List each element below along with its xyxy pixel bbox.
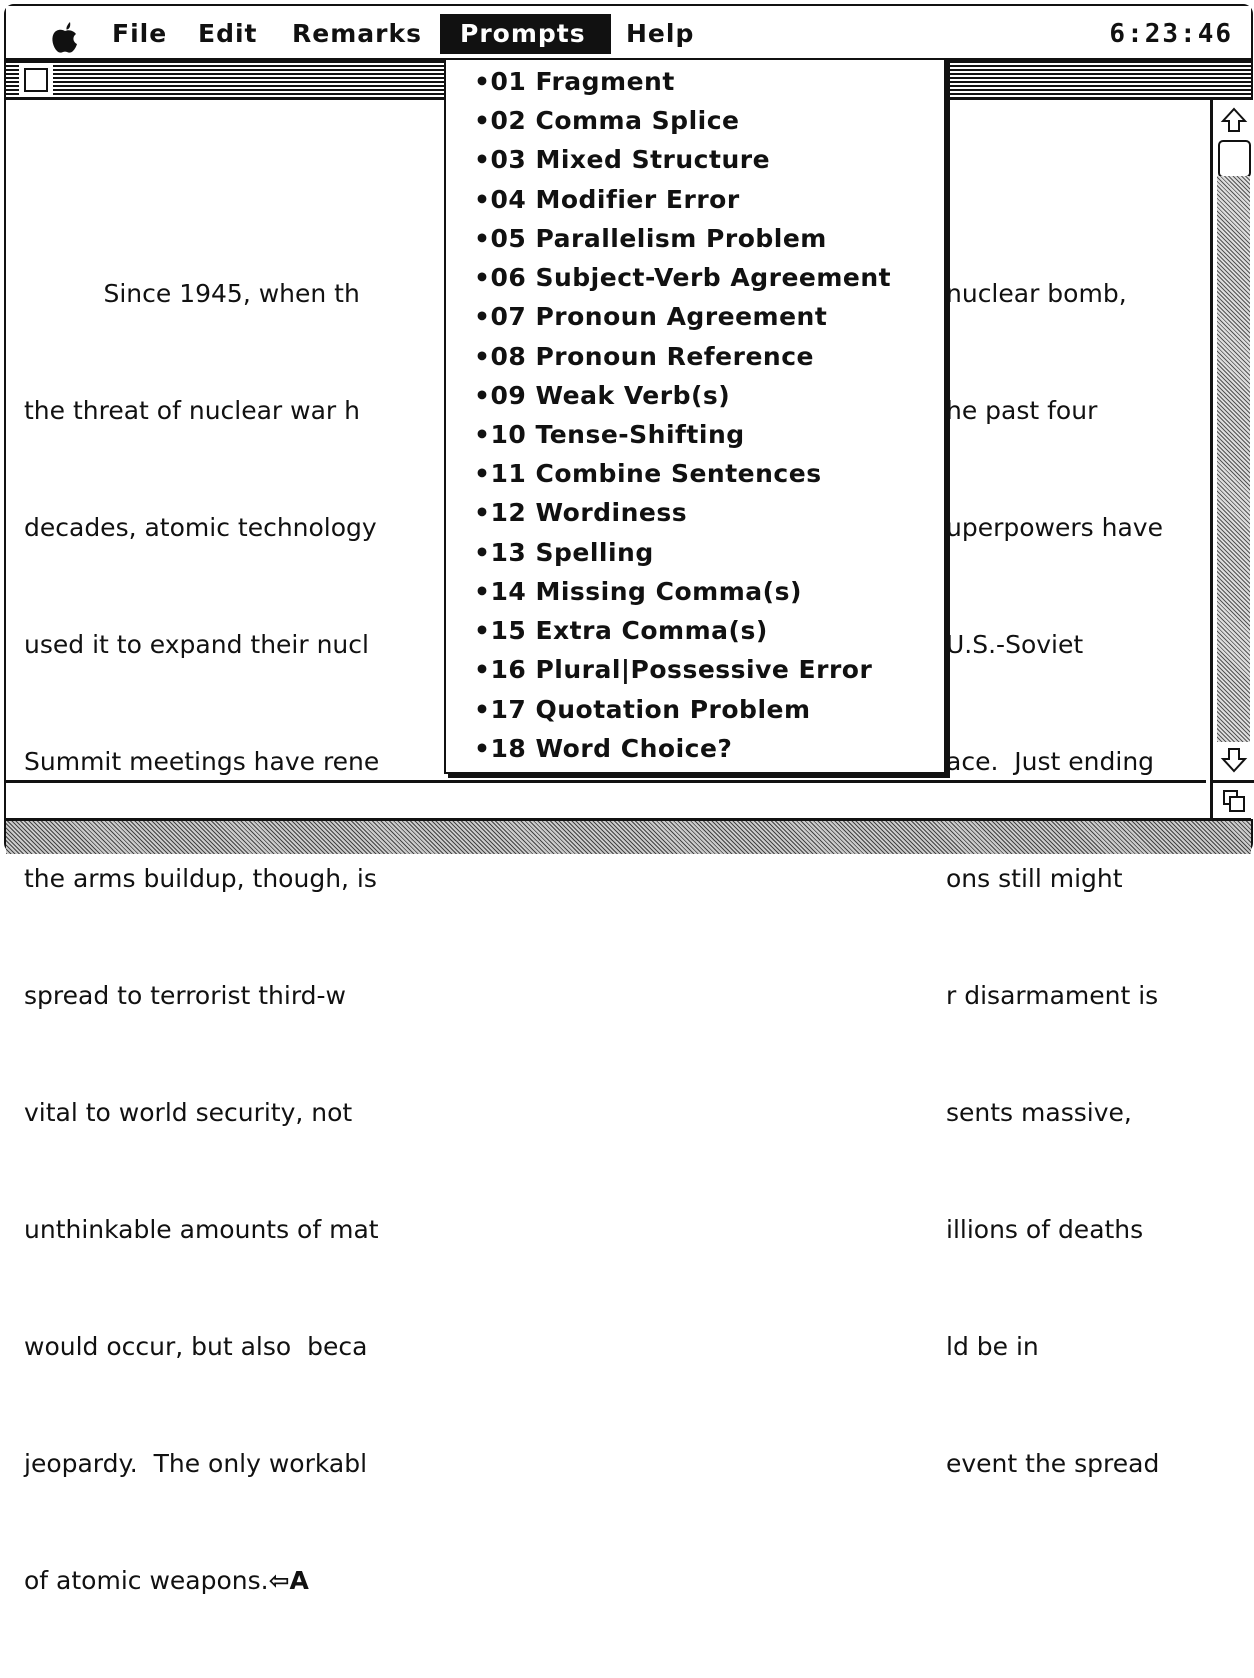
paragraph-end-mark: ⇦A: [268, 1566, 309, 1595]
prompt-item-03[interactable]: •03 Mixed Structure: [474, 145, 771, 174]
text-line: decades, atomic technology: [24, 513, 377, 542]
prompt-item-09[interactable]: •09 Weak Verb(s): [474, 381, 731, 410]
text-line: unthinkable amounts of mat: [24, 1215, 379, 1244]
prompt-item-16[interactable]: •16 Plural|Possessive Error: [474, 655, 873, 684]
prompts-dropdown-menu: [444, 58, 946, 774]
prompt-item-04[interactable]: •04 Modifier Error: [474, 185, 740, 214]
prompt-item-15[interactable]: •15 Extra Comma(s): [474, 616, 768, 645]
up-arrow-icon[interactable]: [1216, 103, 1251, 137]
text-line: would occur, but also beca: [24, 1332, 368, 1361]
text-line: ace. Just ending: [946, 747, 1155, 776]
text-line: sents massive,: [946, 1098, 1132, 1127]
prompt-item-05[interactable]: •05 Parallelism Problem: [474, 224, 827, 253]
prompt-item-13[interactable]: •13 Spelling: [474, 538, 654, 567]
screen: [4, 4, 1253, 1595]
menu-bar: [6, 6, 1251, 61]
text-line: ld be in: [946, 1332, 1039, 1361]
text-line: nuclear bomb,: [946, 279, 1127, 308]
text-line: [24, 1561, 1199, 1600]
prompt-item-02[interactable]: •02 Comma Splice: [474, 106, 740, 135]
scroll-track[interactable]: [1217, 176, 1250, 742]
text-line: he past four: [946, 396, 1098, 425]
size-box-icon[interactable]: [1210, 780, 1254, 819]
menu-file[interactable]: File: [112, 19, 168, 48]
text-line: uperpowers have: [946, 513, 1163, 542]
text-line: Summit meetings have rene: [24, 747, 380, 776]
text-line: ons still might: [946, 864, 1123, 893]
text-line: Since 1945, when th: [24, 279, 360, 308]
prompt-item-14[interactable]: •14 Missing Comma(s): [474, 577, 802, 606]
menu-prompts[interactable]: Prompts: [440, 14, 611, 54]
text-line: the threat of nuclear war h: [24, 396, 360, 425]
prompt-item-18[interactable]: •18 Word Choice?: [474, 734, 733, 763]
text-line: spread to terrorist third-w: [24, 981, 346, 1010]
vertical-scrollbar[interactable]: [1210, 100, 1254, 780]
bottom-pattern-bar: [6, 818, 1251, 854]
prompt-item-10[interactable]: •10 Tense-Shifting: [474, 420, 745, 449]
prompt-item-12[interactable]: •12 Wordiness: [474, 498, 688, 527]
menu-help[interactable]: Help: [626, 19, 695, 48]
text-line: illions of deaths: [946, 1215, 1144, 1244]
text-line: event the spread: [946, 1449, 1160, 1478]
text-line: the arms buildup, though, is: [24, 864, 377, 893]
down-arrow-icon[interactable]: [1216, 743, 1251, 777]
text-line-content: of atomic weapons.: [24, 1566, 269, 1595]
text-line: r disarmament is: [946, 981, 1159, 1010]
text-line: jeopardy. The only workabl: [24, 1449, 368, 1478]
text-line: vital to world security, not: [24, 1098, 353, 1127]
prompt-item-17[interactable]: •17 Quotation Problem: [474, 695, 811, 724]
prompt-item-06[interactable]: •06 Subject-Verb Agreement: [474, 263, 892, 292]
prompt-item-08[interactable]: •08 Pronoun Reference: [474, 342, 814, 371]
menu-remarks[interactable]: Remarks: [292, 19, 422, 48]
menu-clock: 6:23:46: [1109, 19, 1233, 49]
text-line: used it to expand their nucl: [24, 630, 369, 659]
prompt-item-07[interactable]: •07 Pronoun Agreement: [474, 302, 828, 331]
scroll-thumb[interactable]: [1218, 140, 1251, 178]
menu-edit[interactable]: Edit: [198, 19, 258, 48]
prompt-item-01[interactable]: •01 Fragment: [474, 67, 675, 96]
prompt-item-11[interactable]: •11 Combine Sentences: [474, 459, 822, 488]
horizontal-bar: [6, 780, 1206, 819]
text-line: U.S.-Soviet: [946, 630, 1084, 659]
apple-icon[interactable]: [50, 20, 80, 54]
close-box-icon[interactable]: [24, 68, 48, 92]
